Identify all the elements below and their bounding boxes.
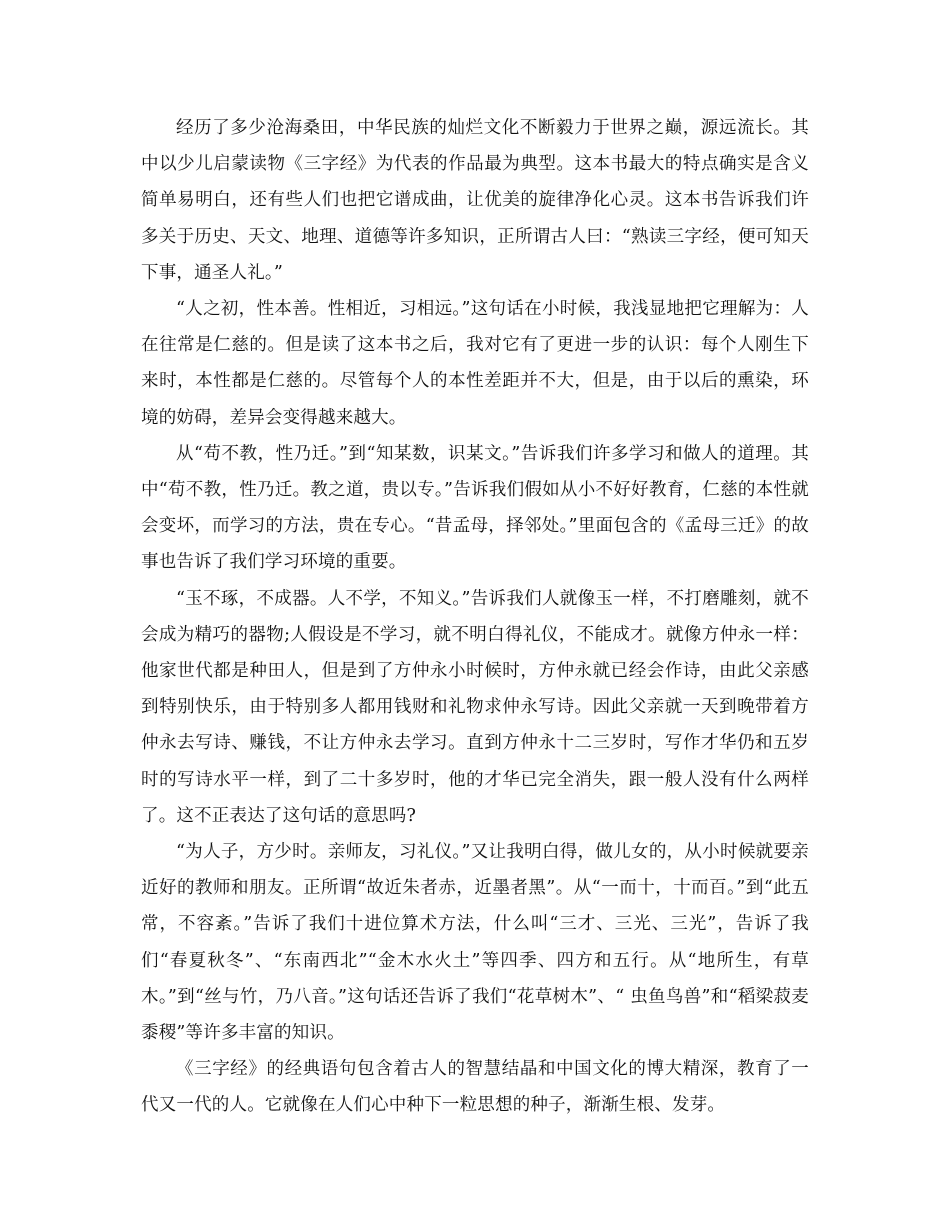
paragraph-2: “人之初，性本善。性相近，习相远。”这句话在小时候，我浅显地把它理解为：人在往常是仁慈的。但是读了这本书之后，我对它有了更进一步的认识：每个人刚生下来时，本性都是仁慈的。尽管每个人的本性差距并不大，但是，由于以后的熏染，环境的妨碍，差异会变得越来越大。 xyxy=(141,299,809,428)
paragraph-1: 经历了多少沧海桑田，中华民族的灿烂文化不断毅力于世界之巅，源远流长。其中以少儿启蒙读物《三字经》为代表的作品最为典型。这本书最大的特点确实是含义简单易明白，还有些人们也把它谱成曲，让优美的旋律净化心灵。这本书告诉我们许多关于历史、天文、地理、道德等许多知识，正所谓古人曰：“熟读三字经，便可知天下事，通圣人礼。” xyxy=(141,118,809,283)
document-body xyxy=(141,110,809,1124)
paragraph-6: 《三字经》的经典语句包含着古人的智慧结晶和中国文化的博大精深，教育了一代又一代的人。它就像在人们心中种下一粒思想的种子，渐渐生根、发芽。 xyxy=(141,1059,809,1116)
paragraph-4: “玉不琢，不成器。人不学，不知义。”告诉我们人就像玉一样，不打磨雕刻，就不会成为精巧的器物;人假设是不学习，就不明白得礼仪，不能成才。就像方仲永一样：他家世代都是种田人，但是到了方仲永小时候时，方仲永就已经会作诗，由此父亲感到特别快乐，由于特别多人都用钱财和礼物求仲永写诗。因此父亲就一天到晚带着方仲永去写诗、赚钱，不让方仲永去学习。直到方仲永十二三岁时，写作才华仍和五岁时的写诗水平一样，到了二十多岁时，他的才华已完全消失，跟一般人没有什么两样了。这不正表达了这句话的意思吗? xyxy=(141,588,809,826)
paragraph-5: “为人子，方少时。亲师友，习礼仪。”又让我明白得，做儿女的，从小时候就要亲近好的教师和朋友。正所谓“故近朱者赤，近墨者黑”。从“一而十，十而百。”到“此五常，不容紊。”告诉了我们十进位算术方法，什么叫“三才、三光、三光”，告诉了我们“春夏秋冬”、“东南西北”“金木水火土”等四季、四方和五行。从“地所生，有草木。”到“丝与竹，乃八音。”这句话还告诉了我们“花草树木”、“ 虫鱼鸟兽”和“稻梁菽麦黍稷”等许多丰富的知识。 xyxy=(141,842,809,1044)
paragraph-3: 从“苟不教，性乃迁。”到“知某数，识某文。”告诉我们许多学习和做人的道理。其中“苟不教，性乃迁。教之道，贵以专。”告诉我们假如从小不好好教育，仁慈的本性就会变坏，而学习的方法，贵在专心。“昔孟母，择邻处。”里面包含的《孟母三迁》的故事也告诉了我们学习环境的重要。 xyxy=(141,443,809,573)
